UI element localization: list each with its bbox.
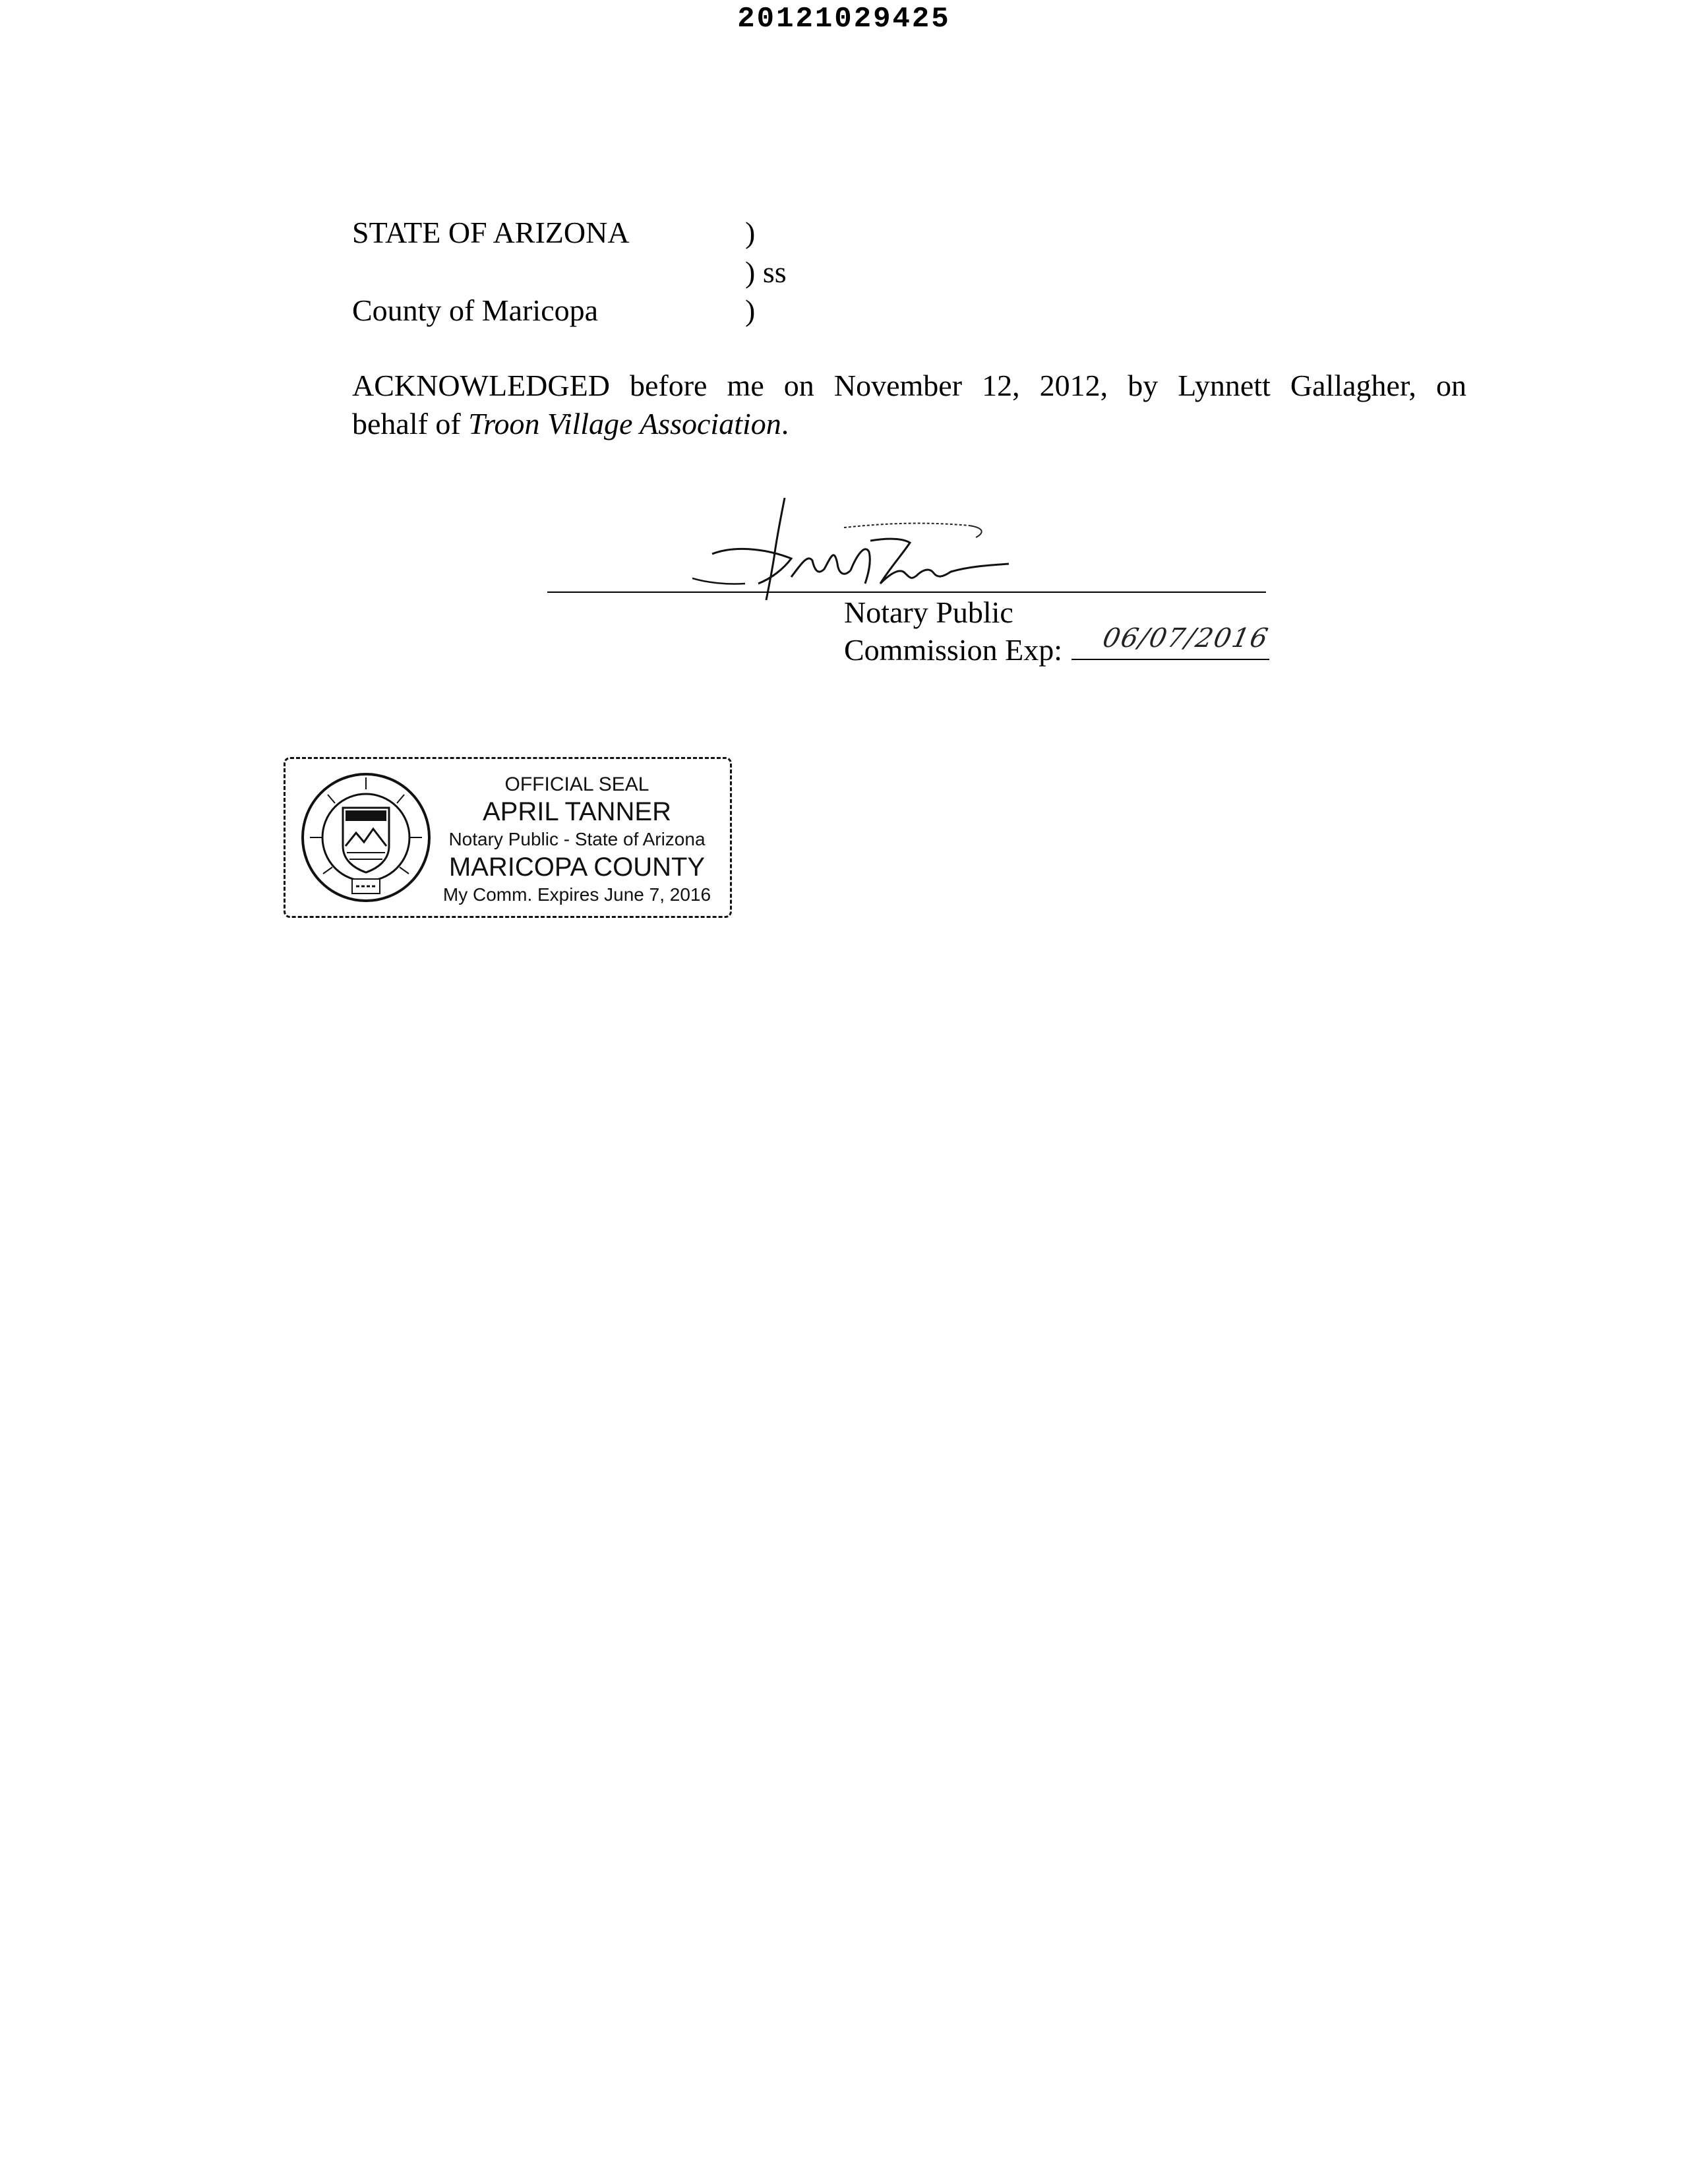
venue-county: County of Maricopa bbox=[352, 293, 599, 327]
acknowledgment-line-2-prefix: behalf of bbox=[352, 407, 469, 440]
seal-notary-role: Notary Public - State of Arizona bbox=[448, 829, 706, 849]
venue-paren-2: ) bbox=[745, 293, 756, 327]
acknowledgment-line-2-suffix: . bbox=[781, 407, 789, 440]
venue-paren-1: ) bbox=[745, 216, 756, 249]
notary-block bbox=[844, 593, 1272, 669]
commission-date-handwritten: 06/07/2016 bbox=[1100, 623, 1272, 653]
commission-row bbox=[844, 623, 1272, 669]
seal-text bbox=[432, 773, 722, 907]
notary-signature bbox=[692, 491, 1035, 603]
seal-notary-name: APRIL TANNER bbox=[483, 797, 671, 826]
acknowledgment-line-1: ACKNOWLEDGED before me on November 12, 2012, by Lynnett Gallagher, on bbox=[352, 369, 1466, 402]
seal-heading: OFFICIAL SEAL bbox=[504, 774, 649, 795]
commission-date-line bbox=[1071, 623, 1272, 660]
notary-title: Notary Public bbox=[844, 595, 1013, 629]
venue-state: STATE OF ARIZONA bbox=[352, 216, 630, 249]
state-seal-emblem bbox=[297, 768, 435, 907]
acknowledgment-paragraph bbox=[352, 367, 1466, 443]
seal-expiration: My Comm. Expires June 7, 2016 bbox=[442, 884, 711, 905]
venue-ss: ) ss bbox=[745, 255, 787, 289]
commission-label: Commission Exp: bbox=[844, 633, 1062, 667]
signature-line bbox=[547, 592, 1266, 593]
association-name: Troon Village Association bbox=[468, 407, 781, 440]
seal-county: MARICOPA COUNTY bbox=[448, 853, 706, 882]
record-number: 20121029425 bbox=[737, 3, 951, 36]
